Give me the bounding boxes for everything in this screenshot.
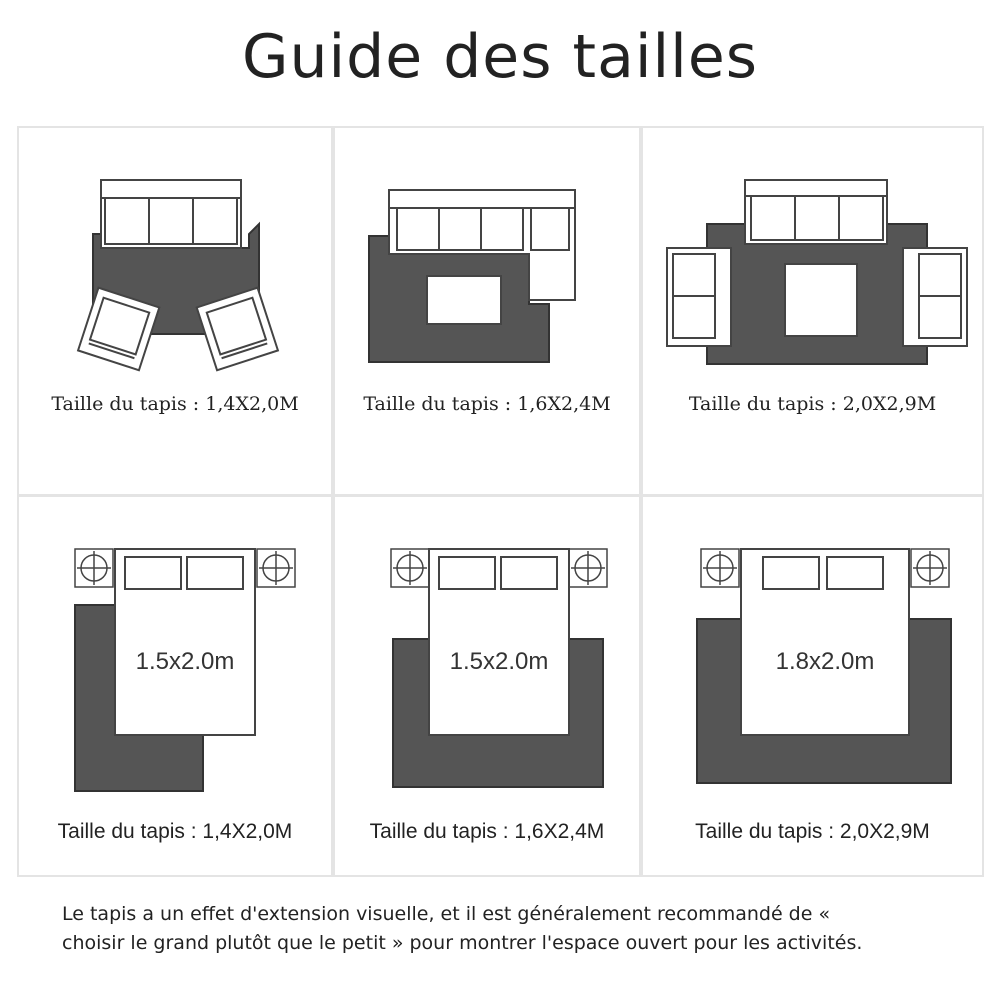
living-room-diagram-3 <box>643 128 986 388</box>
nightstand-lamp-icon-left <box>75 549 113 587</box>
armchair-left-icon <box>667 248 731 346</box>
rug-size-caption: Taille du tapis : 1,6X2,4M <box>369 820 605 843</box>
footer-note <box>40 900 980 958</box>
sofa-icon <box>101 180 241 248</box>
rug-size-caption: Taille du tapis : 1,6X2,4M <box>363 393 611 415</box>
sofa-icon <box>745 180 887 244</box>
size-card-living-2 <box>333 126 641 496</box>
bedroom-diagram-1 <box>19 497 335 807</box>
nightstand-lamp-icon-left <box>391 549 429 587</box>
rug-size-caption: Taille du tapis : 1,4X2,0M <box>57 820 293 843</box>
page-title: Guide des tailles <box>241 22 759 92</box>
bedroom-diagram-3 <box>643 497 986 807</box>
bed-icon <box>741 549 909 735</box>
bedroom-diagram-2 <box>335 497 643 807</box>
size-card-living-3 <box>641 126 984 496</box>
nightstand-lamp-icon-right <box>569 549 607 587</box>
size-card-living-1 <box>17 126 333 496</box>
bed-size-label: 1.8x2.0m <box>775 648 875 675</box>
bed-icon <box>429 549 569 735</box>
bed-size-label: 1.5x2.0m <box>135 648 235 675</box>
footer-line-2: choisir le grand plutôt que le petit » pour montrer l'espace ouvert pour les activités. <box>62 932 863 954</box>
coffee-table-icon <box>427 276 501 324</box>
size-card-bedroom-2 <box>333 495 641 877</box>
nightstand-lamp-icon-right <box>911 549 949 587</box>
bed-size-label: 1.5x2.0m <box>449 648 549 675</box>
footer-line-1: Le tapis a un effet d'extension visuelle, et il est généralement recommandé de « <box>62 903 831 925</box>
rug-size-caption: Taille du tapis : 2,0X2,9M <box>695 820 930 843</box>
nightstand-lamp-icon-left <box>701 549 739 587</box>
bed-icon <box>115 549 255 735</box>
rug-size-caption: Taille du tapis : 1,4X2,0M <box>51 393 299 415</box>
size-card-bedroom-3 <box>641 495 984 877</box>
rug-size-caption: Taille du tapis : 2,0X2,9M <box>688 393 937 415</box>
size-card-bedroom-1 <box>17 495 333 877</box>
living-room-diagram-2 <box>335 128 643 388</box>
armchair-right-icon <box>903 248 967 346</box>
coffee-table-icon <box>785 264 857 336</box>
living-room-diagram-1 <box>19 128 335 388</box>
nightstand-lamp-icon-right <box>257 549 295 587</box>
